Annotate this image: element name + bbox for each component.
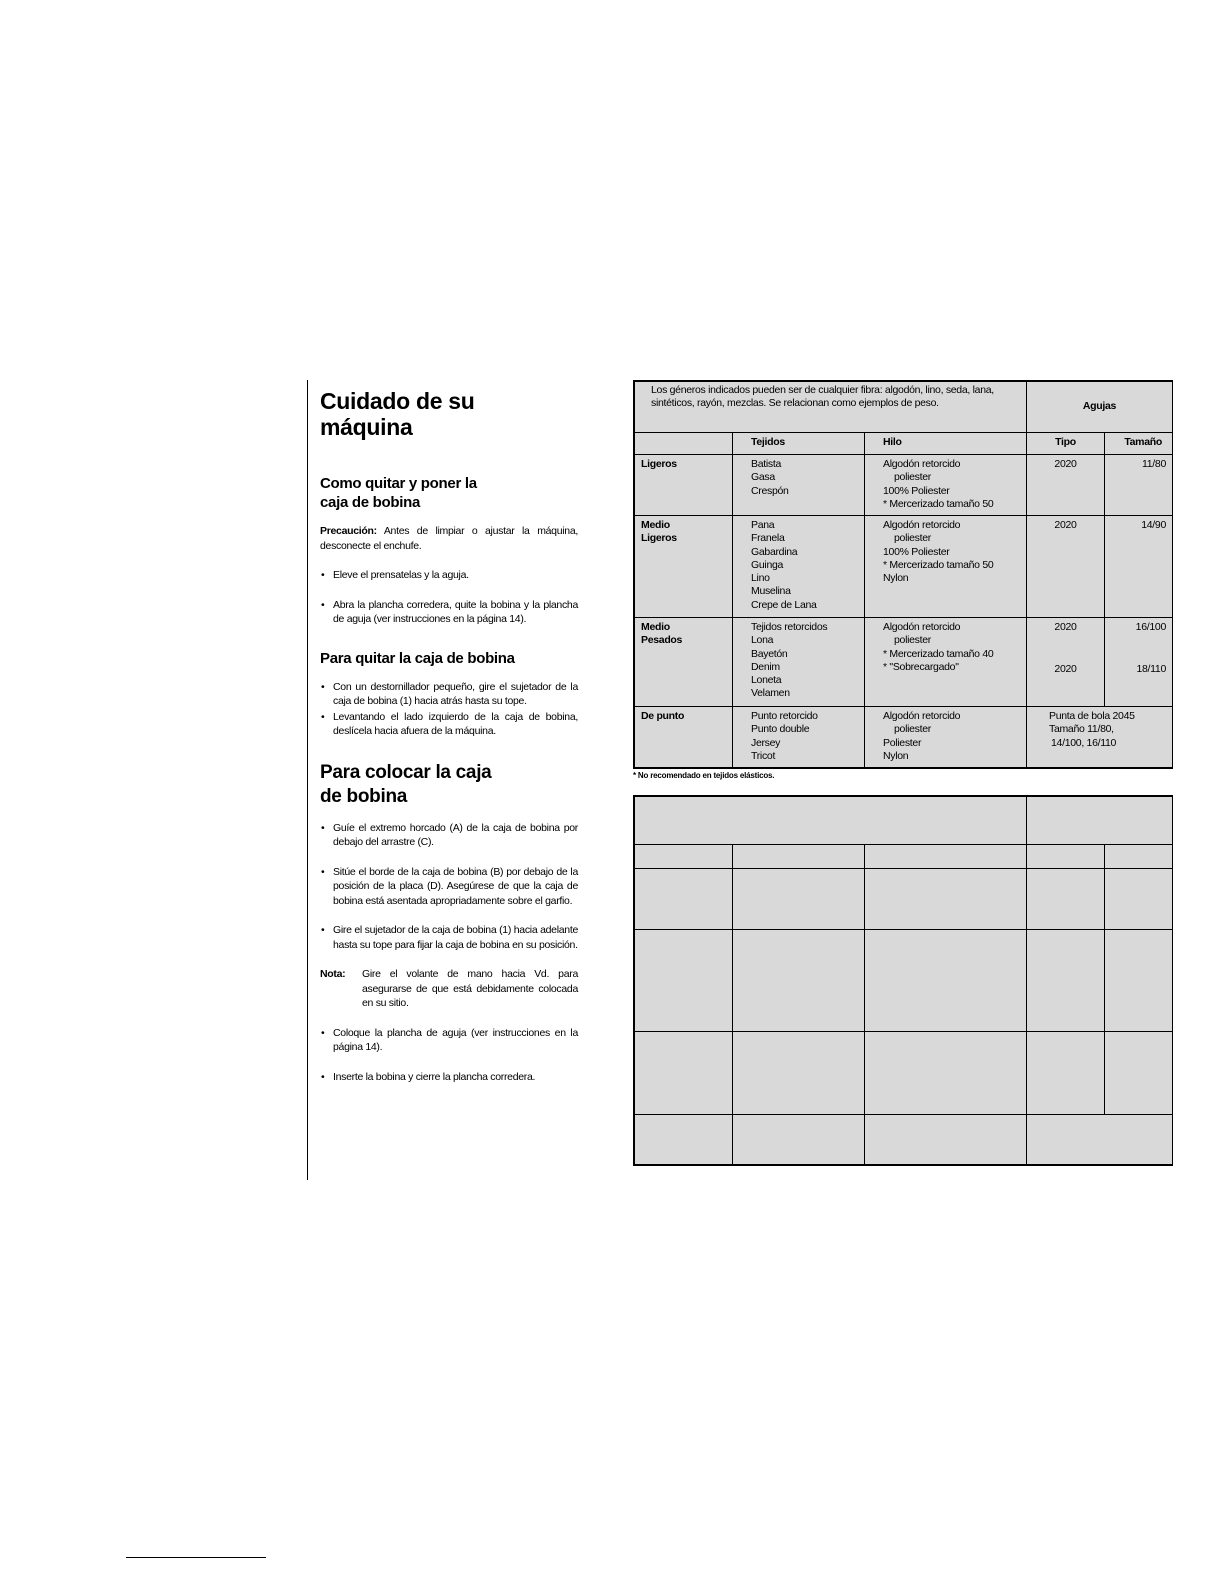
section-heading-insert: Para colocar la caja de bobina [320,761,492,807]
list-item: • Eleve el prensatelas y la aguja. [321,569,469,581]
col-header-size: Tamaño [1105,433,1173,455]
table-row: Ligeros Batista Gasa Crespón Algodón retorcido poliester 100% Poliester * Mercerizado tamaño 50 2020 11/80 [635,455,1173,516]
page-title: Cuidado de su máquina [320,388,475,440]
table-intro-row [635,382,1173,433]
list-item: • Abra la plancha corredera, quite la bobina y la plancha de aguja (ver instrucciones en la página 14). [321,598,578,625]
caution-paragraph: Precaución: Antes de limpiar o ajustar la máquina, desconecte el enchufe. [320,525,578,552]
table-intro: Los géneros indicados pueden ser de cualquier fibra: algodón, lino, seda, lana, sintéticos, rayón, mezclas. Se relacionan como ejemplos de peso. [635,382,1027,433]
table-header-row [635,433,1173,455]
table-footnote: * No recomendado en tejidos elásticos. [633,771,775,780]
list-item: • Con un destornillador pequeño, gire el sujetador de la caja de bobina (1) hacia atrás hasta su tope. [321,680,578,707]
col-header-fabrics: Tejidos [733,433,865,455]
needles-header: Agujas [1027,382,1173,433]
footer-rule [126,1557,266,1558]
table-row: Medio Pesados Tejidos retorcidos Lona Bayetón Denim Loneta Velamen Algodón retorcido poliester * Mercerizado tamaño 40 * "Sobrecargado" 2020 2020 16/100 18/110 [635,618,1173,707]
list-item: • Inserte la bobina y cierre la plancha corredera. [321,1070,536,1083]
left-column [320,388,578,1084]
note-paragraph: Nota: Gire el volante de mano hacia Vd. para asegurarse de que está debidamente colocada en su sitio. [320,968,578,1009]
list-item: • Gire el sujetador de la caja de bobina (1) hacia adelante hasta su tope para fijar la caja de bobina en su posición. [321,924,578,951]
list-item: • Coloque la plancha de aguja (ver instrucciones en la página 14). [321,1026,578,1053]
table-row: Medio Ligeros Pana Franela Gabardina Guinga Lino Muselina Crepe de Lana Algodón retorcido poliester 100% Poliester * Mercerizado tamaño 50 Nylon 2020 14/90 [635,516,1173,618]
empty-table-grid [633,795,1173,1166]
list-item: • Guíe el extremo horcado (A) de la caja de bobina por debajo del arrastre (C). [321,821,578,848]
list-item: • Sitúe el borde de la caja de bobina (B) por debajo de la posición de la placa (D). Asegúrese de que la caja de bobina está asentada apropriadamente sobre el garfio. [321,865,578,907]
table-row: De punto Punto retorcido Punto double Jersey Tricot Algodón retorcido poliester Poliester Nylon Punta de bola 2045 Tamaño 11/80, 14/100, 16/110 [635,707,1173,768]
list-item: • Levantando el lado izquierdo de la caja de bobina, deslícela hacia afuera de la máquina. [321,710,578,737]
column-divider [307,380,308,1180]
fabric-thread-needle-table [633,380,1173,769]
section-heading-remove: Para quitar la caja de bobina [320,649,515,667]
col-header-type: Tipo [1027,433,1105,455]
col-header-thread: Hilo [865,433,1027,455]
section-heading-remove-insert: Como quitar y poner la caja de bobina [320,475,477,511]
